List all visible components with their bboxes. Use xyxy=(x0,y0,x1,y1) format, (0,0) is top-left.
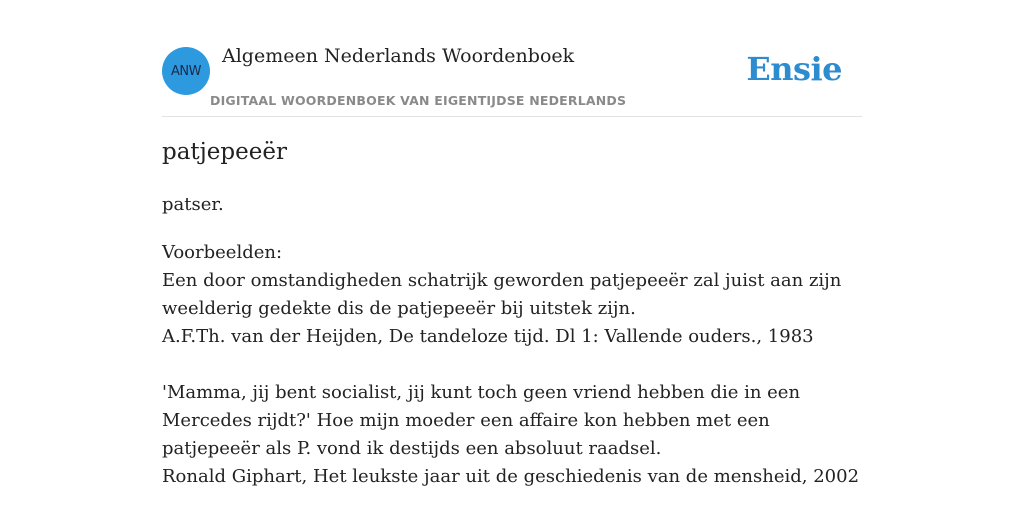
site-subtitle: DIGITAAL WOORDENBOEK VAN EIGENTIJDSE NEDERLANDS xyxy=(210,93,627,108)
ensie-brand-logo[interactable]: Ensie xyxy=(746,50,842,88)
examples-label: Voorbeelden: xyxy=(162,242,283,263)
site-title[interactable]: Algemeen Nederlands Woordenboek xyxy=(222,45,575,67)
anw-logo-text: ANW xyxy=(171,63,201,79)
anw-logo[interactable] xyxy=(162,47,210,95)
site-header xyxy=(162,0,862,117)
example-item xyxy=(162,379,862,491)
example-text: Een door omstandigheden schatrijk geworden patjepeeër zal juist aan zijn weelderig gedekte dis de patjepeeër bij uitstek zijn. xyxy=(162,270,842,319)
example-spacer xyxy=(162,351,862,379)
headword: patjepeeër xyxy=(162,139,287,165)
examples-section xyxy=(162,239,862,491)
definition: patser. xyxy=(162,194,224,215)
example-text: 'Mamma, jij bent socialist, jij kunt toch geen vriend hebben die in een Mercedes rijdt?' Hoe mijn moeder een affaire kon hebben met een patjepeeër als P. vond ik destijds een absoluut raadsel. xyxy=(162,382,801,459)
page xyxy=(162,0,862,487)
example-source: A.F.Th. van der Heijden, De tandeloze tijd. Dl 1: Vallende ouders., 1983 xyxy=(162,326,814,347)
example-source: Ronald Giphart, Het leukste jaar uit de geschiedenis van de mensheid, 2002 xyxy=(162,466,860,487)
example-item xyxy=(162,267,862,351)
